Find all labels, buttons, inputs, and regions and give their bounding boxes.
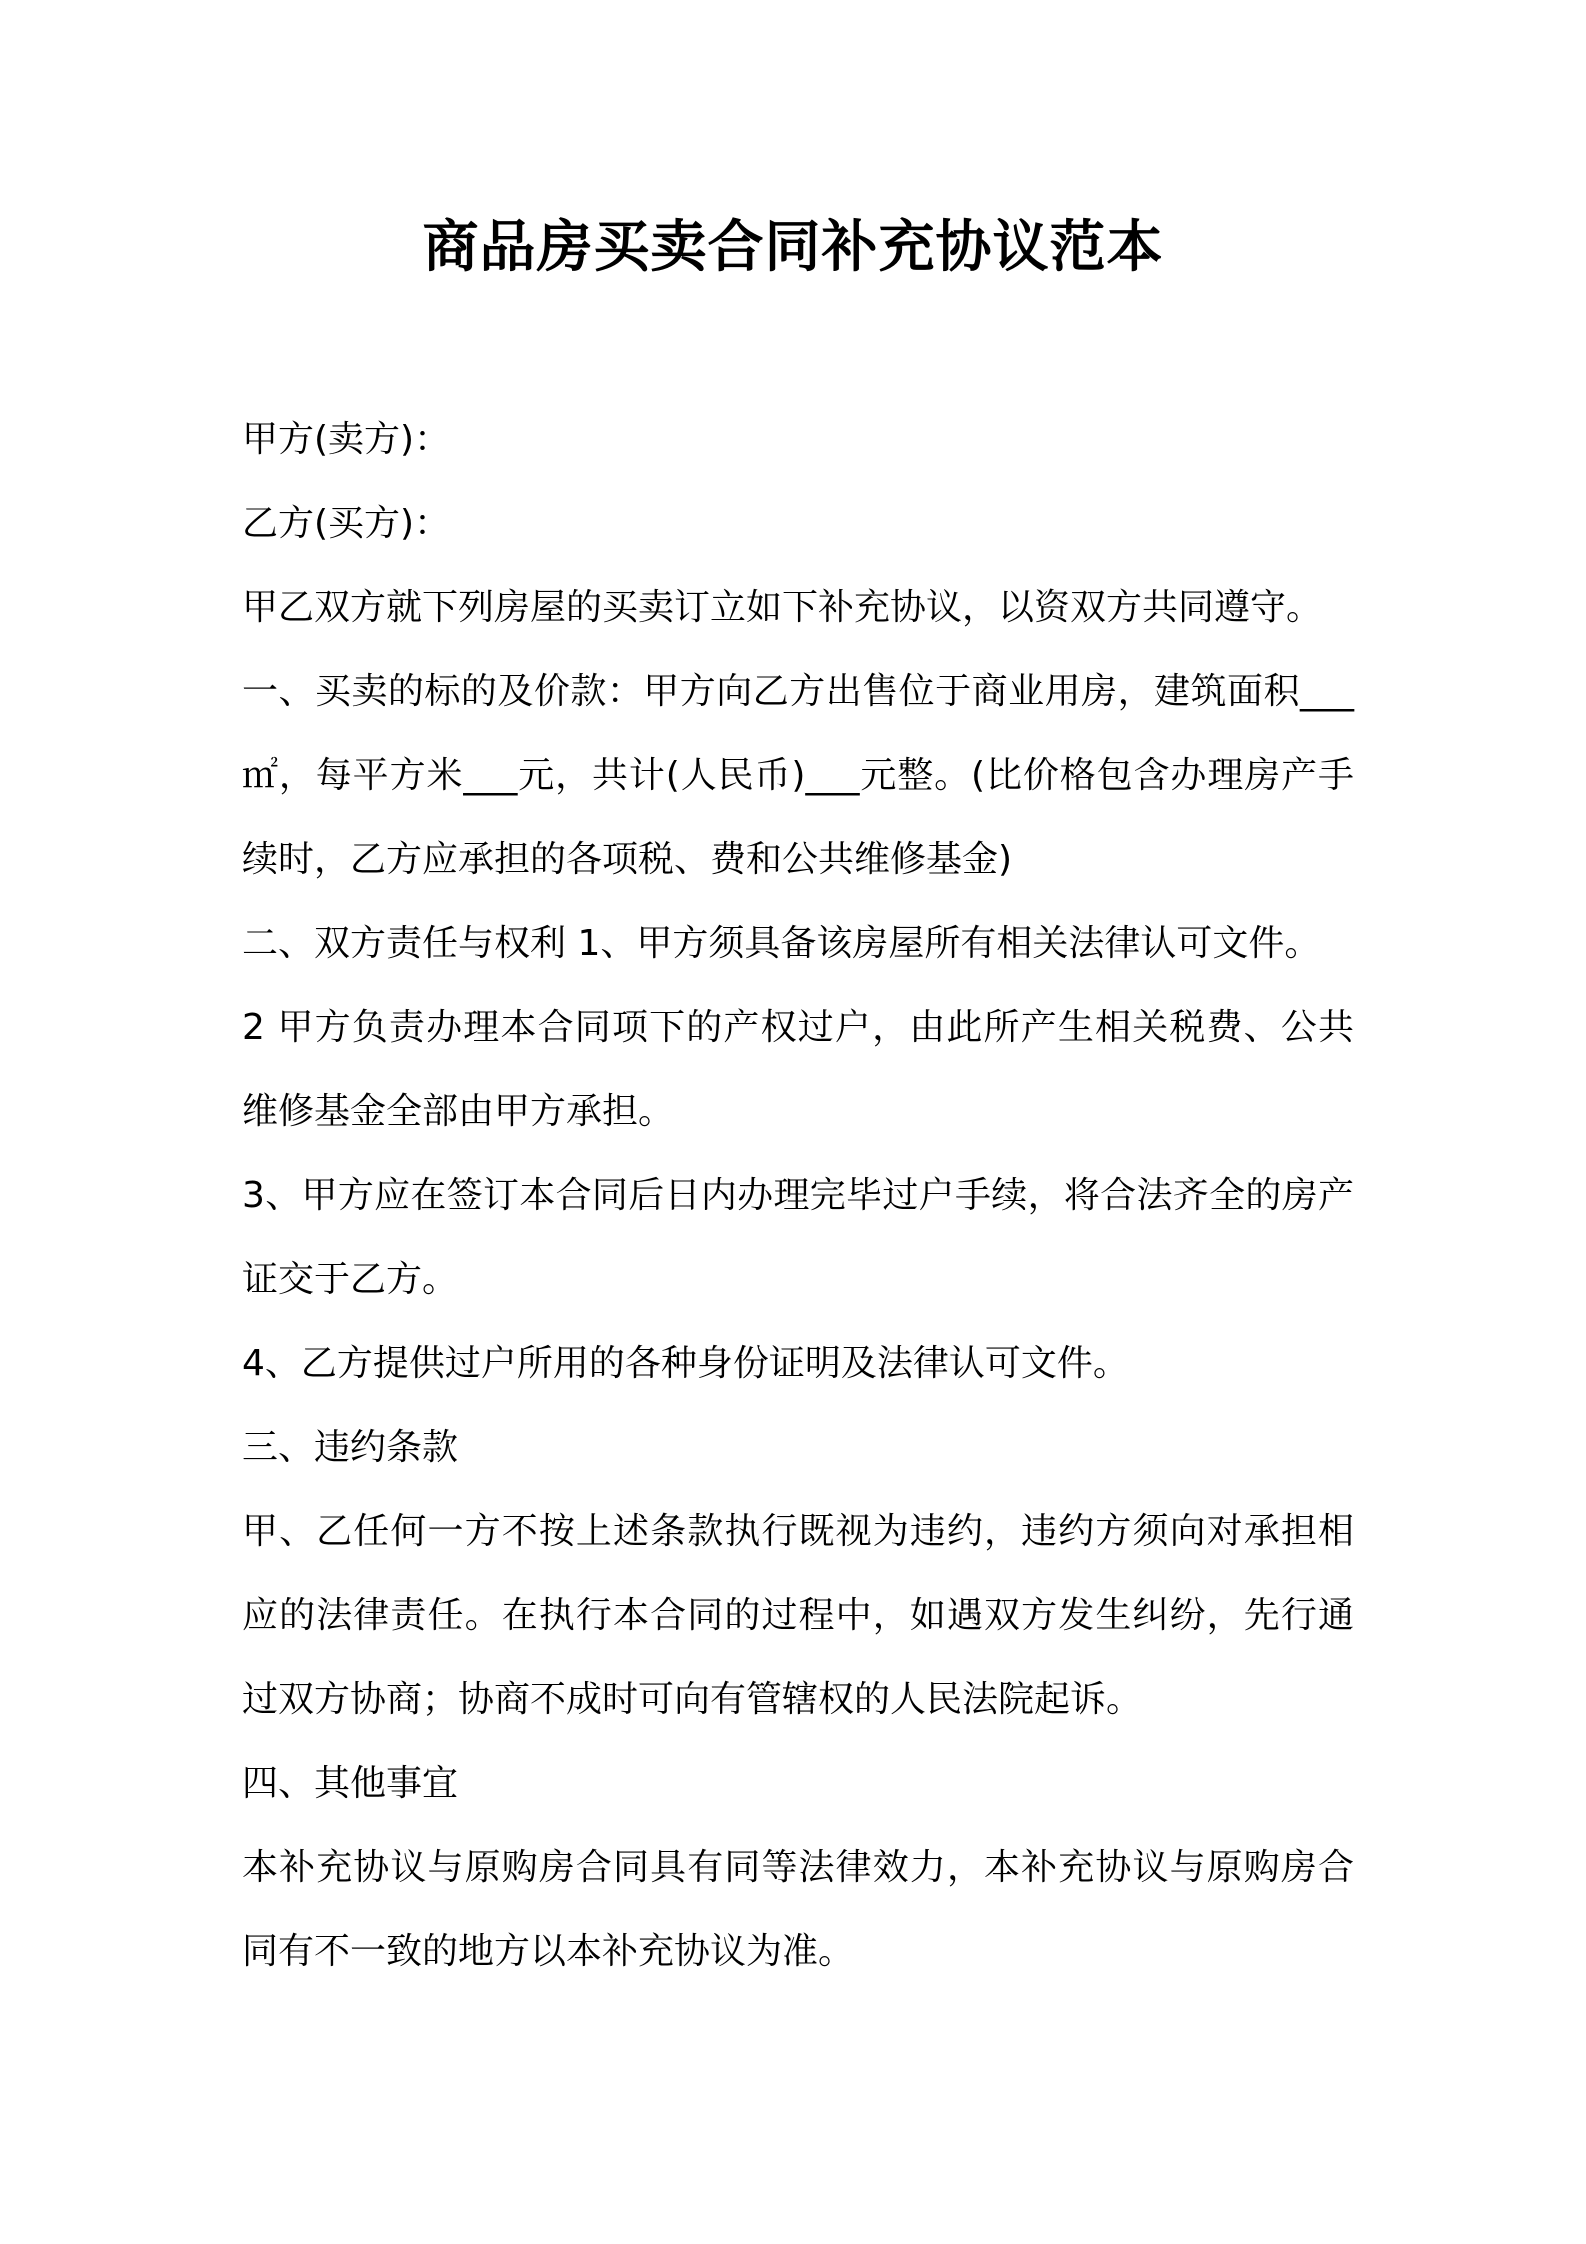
section-4-heading: 四、其他事宜 [242,1763,459,1804]
party-a-line: 甲方(卖方)： [242,419,451,460]
document-title: 商品房买卖合同补充协议范本 [422,215,1164,280]
other-matters-paragraph: 本补充协议与原购房合同具有同等法律效力，本补充协议与原购房合同有不一致的地方以本补充协议为准。 [242,1847,1354,1972]
document-body [242,398,1354,1994]
clause-2-paragraph: 2 甲方负责办理本合同项下的产权过户，由此所产生相关税费、公共维修基金全部由甲方承担。 [242,1007,1354,1132]
party-b-line: 乙方(买方)： [242,503,451,544]
clause-3-paragraph: 3、甲方应在签订本合同后日内办理完毕过户手续，将合法齐全的房产证交于乙方。 [242,1175,1354,1300]
section-1-paragraph: 一、买卖的标的及价款：甲方向乙方出售位于商业用房，建筑面积___㎡，每平方米___元，共计(人民币)___元整。(比价格包含办理房产手续时，乙方应承担的各项税、费和公共维修基金) [242,671,1354,880]
section-3-heading: 三、违约条款 [242,1427,459,1468]
section-2-paragraph: 二、双方责任与权利 1、甲方须具备该房屋所有相关法律认可文件。 [242,923,1321,964]
intro-paragraph: 甲乙双方就下列房屋的买卖订立如下补充协议，以资双方共同遵守。 [242,587,1323,628]
breach-paragraph: 甲、乙任何一方不按上述条款执行既视为违约，违约方须向对承担相应的法律责任。在执行本合同的过程中，如遇双方发生纠纷，先行通过双方协商；协商不成时可向有管辖权的人民法院起诉。 [242,1511,1354,1720]
clause-4-paragraph: 4、乙方提供过户所用的各种身份证明及法律认可文件。 [242,1343,1129,1384]
